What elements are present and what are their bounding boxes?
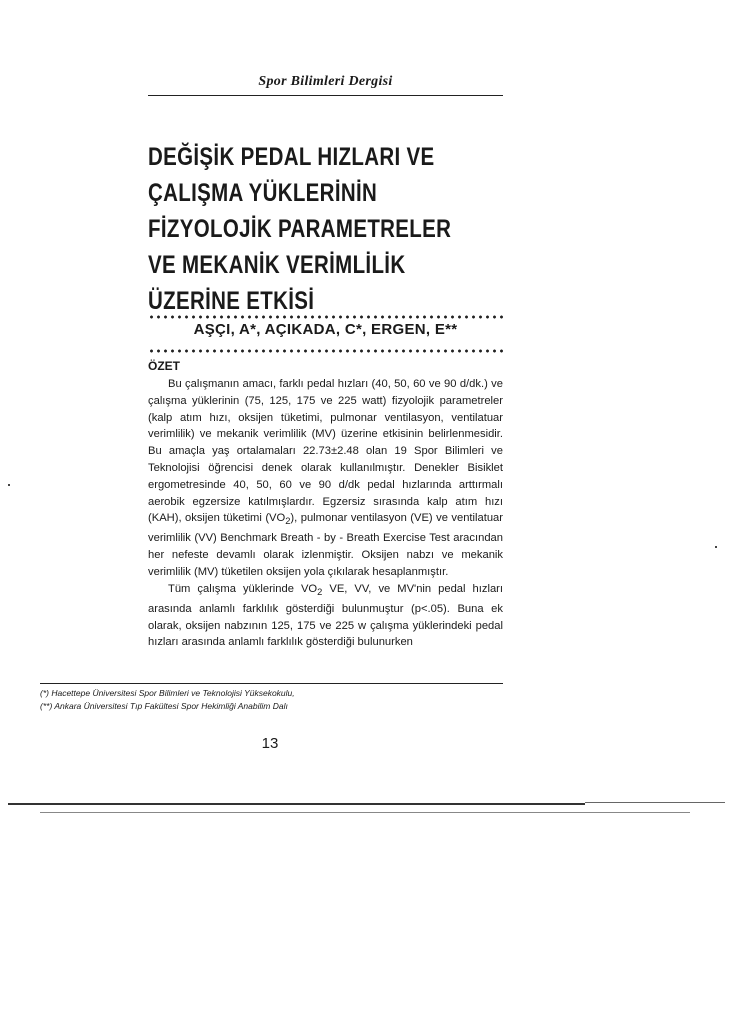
scan-speck [8,484,10,486]
abstract-paragraph: Tüm çalışma yüklerinde $VO_2$ VE, VV, ve MV'nin pedal hızları arasında anlamlı farklılık gösterdiği bulunmuştur (p<.05). Buna ek olarak, oksijen nabzının 125, 175 ve 225 w çalışma yüklerindeki pedal hızları arasında anlamlı farklılık gösterdiği bulunurken [148,582,503,649]
title-line: ÜZERİNE ETKİSİ [148,287,315,315]
journal-name: Spor Bilimleri Dergisi [258,74,393,89]
abstract-body [148,376,503,651]
title-line: VE MEKANİK VERİMLİLİK [148,251,406,279]
title-line: ÇALIŞMA YÜKLERİNİN [148,179,378,207]
abstract-paragraph: Bu çalışmanın amacı, farklı pedal hızları (40, 50, 60 ve 90 d/dk.) ve çalışma yüklerinin (75, 125, 175 ve 225 watt) fizyolojik parametreler (kalp atım hızı, oksijen tüketimi, pulmonar ventilasyon, ventilatuar verimlilik) ve mekanik verimlilik (MV) üzerine etkisinin belirlenmesidir. Bu amaçla yaş ortalamaları 22.73±2.48 olan 19 Spor Bilimleri ve Teknolojisi öğrencisi denek olarak kullanılmıştır. Denekler Bisiklet ergometresinde 40, 50, 60 ve 90 d/dk pedal hızlarında arttırmalı aerobik egzersize katılmışlardır. Egzersiz sırasında kalp atım hızı (KAH), oksijen tüketimi $(VO_2)$, pulmonar ventilasyon (VE) ve ventilatuar verimlilik (VV) Benchmark Breath - by - Breath Exercise Test aracından her nefeste devamlı olarak izlenmiştir. Oksijen nabzı ve mekanik verimlilik (MV) tüketilen oksijen yola çıkılarak hesaplanmıştır. [148,378,503,578]
page-number: 13 [261,735,279,752]
dotted-divider-top [148,315,503,319]
footnote: (**) Ankara Üniversitesi Tıp Fakültesi Spor Hekimliği Anabilim Dalı [40,701,288,711]
authors: AŞÇI, A*, AÇIKADA, C*, ERGEN, E** [193,321,458,338]
title-line: FİZYOLOJİK PARAMETRELER [148,215,452,243]
footnote: (*) Hacettepe Üniversitesi Spor Bilimleri ve Teknolojisi Yüksekokulu, [40,688,295,698]
dotted-divider-bottom [148,349,503,353]
header-rule [148,95,503,96]
scan-speck [715,546,717,548]
abstract-heading: ÖZET [148,359,180,373]
article-title [148,139,451,319]
scan-edge-line [585,802,725,803]
scan-edge-line [40,812,690,813]
footnote-rule [40,683,503,684]
title-line: DEĞİŞİK PEDAL HIZLARI VE [148,143,435,171]
scan-edge-line [8,803,585,805]
footnotes [40,687,503,713]
